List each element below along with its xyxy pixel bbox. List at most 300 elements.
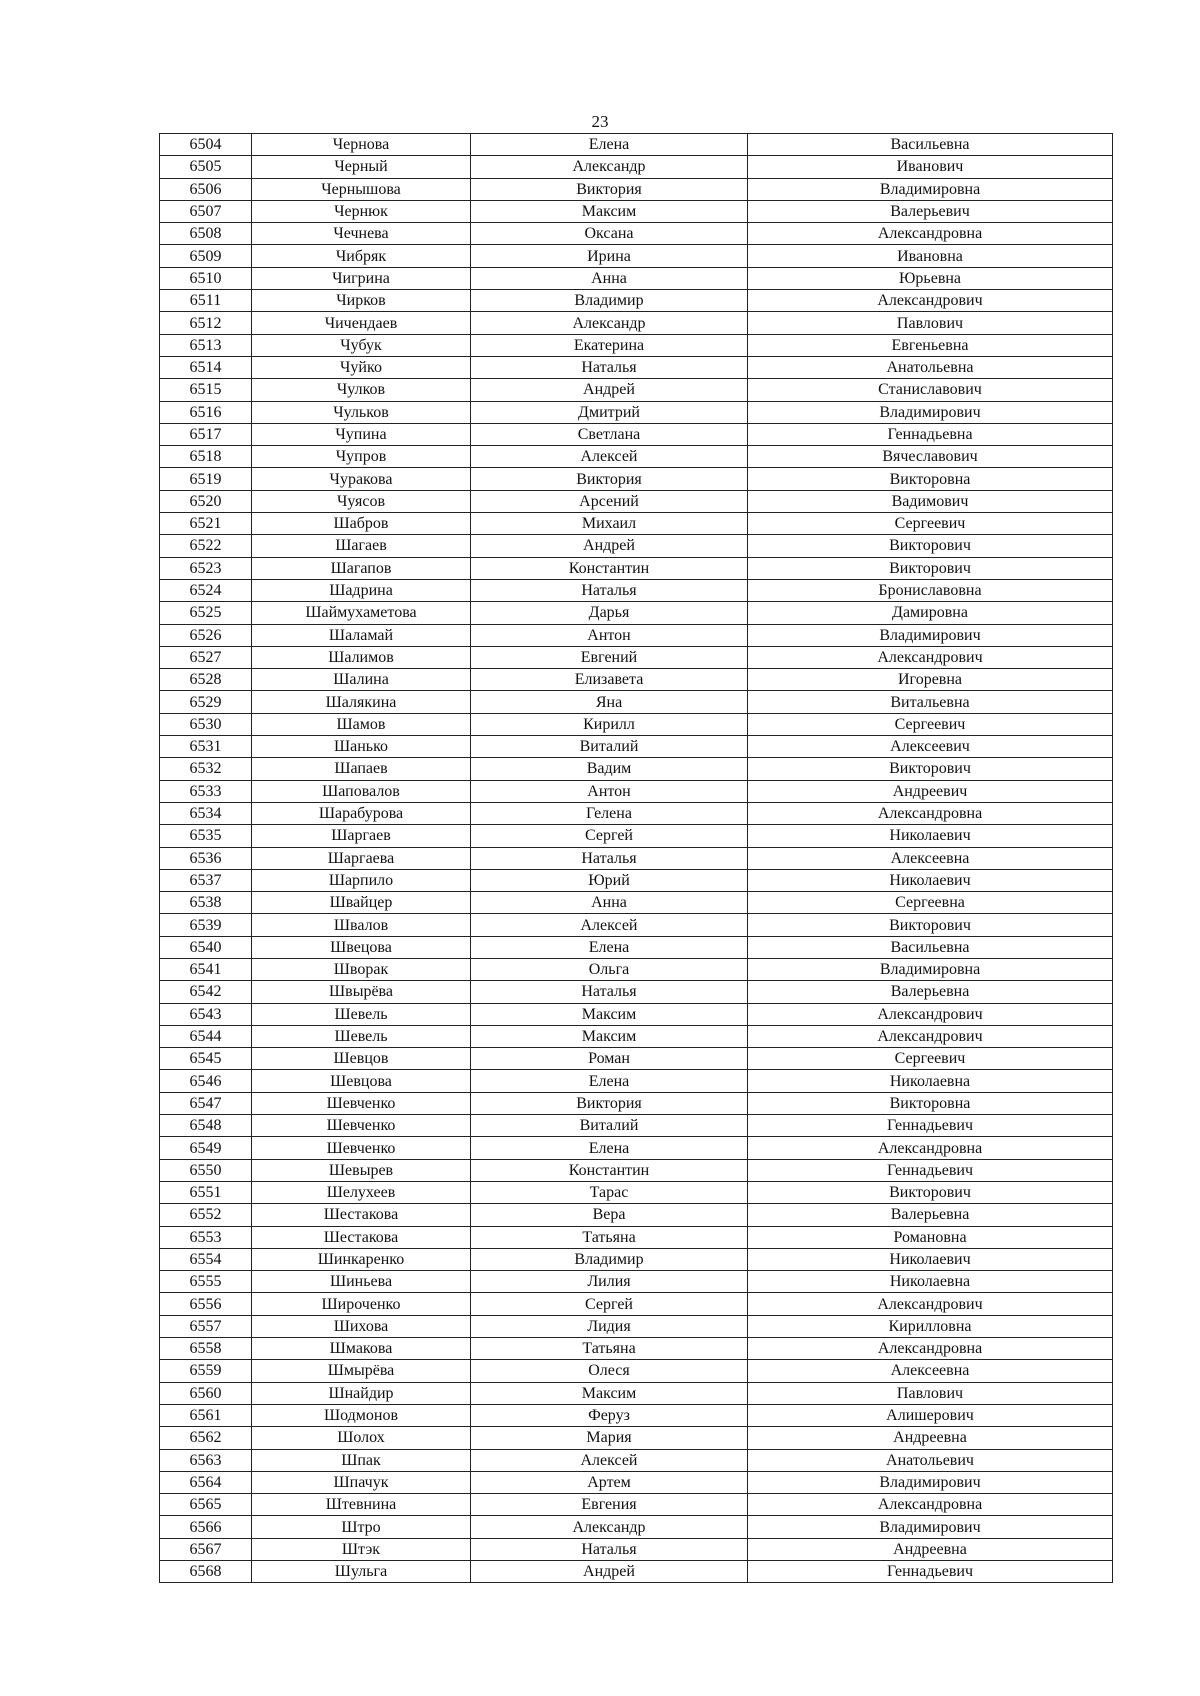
first-name-cell: Гелена [471, 802, 748, 824]
entry-number-cell: 6553 [160, 1226, 252, 1248]
entry-number-cell: 6527 [160, 646, 252, 668]
entry-number-cell: 6565 [160, 1494, 252, 1516]
entry-number-cell: 6535 [160, 825, 252, 847]
last-name-cell: Чульков [252, 401, 471, 423]
patronymic-cell: Николаевич [748, 869, 1113, 891]
table-row [160, 557, 1113, 579]
entry-number-cell: 6556 [160, 1293, 252, 1315]
table-row [160, 1338, 1113, 1360]
patronymic-cell: Валерьевна [748, 981, 1113, 1003]
last-name-cell: Швалов [252, 914, 471, 936]
table-row [160, 802, 1113, 824]
entry-number-cell: 6524 [160, 579, 252, 601]
patronymic-cell: Викторович [748, 758, 1113, 780]
entry-number-cell: 6518 [160, 446, 252, 468]
patronymic-cell: Васильевна [748, 936, 1113, 958]
table-row [160, 1204, 1113, 1226]
first-name-cell: Екатерина [471, 334, 748, 356]
table-row [160, 1115, 1113, 1137]
last-name-cell: Шестакова [252, 1204, 471, 1226]
patronymic-cell: Викторовна [748, 468, 1113, 490]
last-name-cell: Штевнина [252, 1494, 471, 1516]
entry-number-cell: 6538 [160, 892, 252, 914]
first-name-cell: Виктория [471, 468, 748, 490]
table-row [160, 1516, 1113, 1538]
table-row [160, 379, 1113, 401]
table-row [160, 1092, 1113, 1114]
patronymic-cell: Сергеевич [748, 713, 1113, 735]
table-row [160, 579, 1113, 601]
patronymic-cell: Александрович [748, 1025, 1113, 1047]
first-name-cell: Оксана [471, 223, 748, 245]
last-name-cell: Шаргаева [252, 847, 471, 869]
first-name-cell: Максим [471, 200, 748, 222]
first-name-cell: Андрей [471, 535, 748, 557]
patronymic-cell: Викторович [748, 1181, 1113, 1203]
patronymic-cell: Иванович [748, 156, 1113, 178]
first-name-cell: Татьяна [471, 1226, 748, 1248]
table-row [160, 1538, 1113, 1560]
entry-number-cell: 6555 [160, 1271, 252, 1293]
table-row [160, 1471, 1113, 1493]
table-row [160, 958, 1113, 980]
first-name-cell: Владимир [471, 1248, 748, 1270]
entry-number-cell: 6547 [160, 1092, 252, 1114]
table-row [160, 423, 1113, 445]
table-row [160, 1159, 1113, 1181]
entry-number-cell: 6520 [160, 490, 252, 512]
entry-number-cell: 6562 [160, 1427, 252, 1449]
table-row [160, 1226, 1113, 1248]
table-row [160, 1404, 1113, 1426]
first-name-cell: Антон [471, 780, 748, 802]
first-name-cell: Кирилл [471, 713, 748, 735]
first-name-cell: Артем [471, 1471, 748, 1493]
entry-number-cell: 6506 [160, 178, 252, 200]
last-name-cell: Чернюк [252, 200, 471, 222]
entry-number-cell: 6507 [160, 200, 252, 222]
roster-body [160, 134, 1113, 1583]
last-name-cell: Чечнева [252, 223, 471, 245]
entry-number-cell: 6568 [160, 1561, 252, 1583]
entry-number-cell: 6559 [160, 1360, 252, 1382]
patronymic-cell: Игоревна [748, 669, 1113, 691]
last-name-cell: Чернышова [252, 178, 471, 200]
first-name-cell: Елизавета [471, 669, 748, 691]
table-row [160, 602, 1113, 624]
last-name-cell: Шадрина [252, 579, 471, 601]
patronymic-cell: Александровна [748, 1137, 1113, 1159]
first-name-cell: Евгений [471, 646, 748, 668]
first-name-cell: Константин [471, 557, 748, 579]
first-name-cell: Антон [471, 624, 748, 646]
entry-number-cell: 6540 [160, 936, 252, 958]
table-row [160, 134, 1113, 156]
table-row [160, 1070, 1113, 1092]
entry-number-cell: 6561 [160, 1404, 252, 1426]
table-row [160, 825, 1113, 847]
patronymic-cell: Геннадьевна [748, 423, 1113, 445]
last-name-cell: Чулков [252, 379, 471, 401]
first-name-cell: Тарас [471, 1181, 748, 1203]
entry-number-cell: 6567 [160, 1538, 252, 1560]
table-row [160, 1137, 1113, 1159]
patronymic-cell: Анатольевна [748, 356, 1113, 378]
first-name-cell: Лилия [471, 1271, 748, 1293]
entry-number-cell: 6551 [160, 1181, 252, 1203]
last-name-cell: Шевченко [252, 1092, 471, 1114]
table-row [160, 1360, 1113, 1382]
last-name-cell: Шевченко [252, 1115, 471, 1137]
table-row [160, 1181, 1113, 1203]
entry-number-cell: 6504 [160, 134, 252, 156]
patronymic-cell: Николаевич [748, 1248, 1113, 1270]
patronymic-cell: Александрович [748, 290, 1113, 312]
entry-number-cell: 6546 [160, 1070, 252, 1092]
patronymic-cell: Витальевна [748, 691, 1113, 713]
patronymic-cell: Алексеевна [748, 847, 1113, 869]
patronymic-cell: Геннадьевич [748, 1115, 1113, 1137]
entry-number-cell: 6545 [160, 1048, 252, 1070]
table-row [160, 312, 1113, 334]
entry-number-cell: 6523 [160, 557, 252, 579]
patronymic-cell: Геннадьевич [748, 1159, 1113, 1181]
first-name-cell: Наталья [471, 847, 748, 869]
first-name-cell: Виктория [471, 178, 748, 200]
last-name-cell: Шанько [252, 736, 471, 758]
entry-number-cell: 6549 [160, 1137, 252, 1159]
entry-number-cell: 6537 [160, 869, 252, 891]
last-name-cell: Швайцер [252, 892, 471, 914]
table-row [160, 669, 1113, 691]
first-name-cell: Виктория [471, 1092, 748, 1114]
first-name-cell: Андрей [471, 1561, 748, 1583]
entry-number-cell: 6522 [160, 535, 252, 557]
first-name-cell: Сергей [471, 1293, 748, 1315]
patronymic-cell: Алексеевич [748, 736, 1113, 758]
last-name-cell: Шалякина [252, 691, 471, 713]
table-row [160, 223, 1113, 245]
last-name-cell: Швырёва [252, 981, 471, 1003]
last-name-cell: Шпак [252, 1449, 471, 1471]
last-name-cell: Чичендаев [252, 312, 471, 334]
entry-number-cell: 6550 [160, 1159, 252, 1181]
table-row [160, 401, 1113, 423]
patronymic-cell: Викторович [748, 535, 1113, 557]
entry-number-cell: 6513 [160, 334, 252, 356]
table-row [160, 1561, 1113, 1583]
patronymic-cell: Алексеевна [748, 1360, 1113, 1382]
patronymic-cell: Павлович [748, 312, 1113, 334]
entry-number-cell: 6531 [160, 736, 252, 758]
patronymic-cell: Александрович [748, 1293, 1113, 1315]
last-name-cell: Чуракова [252, 468, 471, 490]
first-name-cell: Наталья [471, 356, 748, 378]
patronymic-cell: Евгеньевна [748, 334, 1113, 356]
patronymic-cell: Романовна [748, 1226, 1113, 1248]
table-row [160, 646, 1113, 668]
patronymic-cell: Владимирович [748, 1516, 1113, 1538]
patronymic-cell: Сергеевич [748, 1048, 1113, 1070]
entry-number-cell: 6528 [160, 669, 252, 691]
first-name-cell: Татьяна [471, 1338, 748, 1360]
last-name-cell: Шестакова [252, 1226, 471, 1248]
table-row [160, 1025, 1113, 1047]
patronymic-cell: Сергеевич [748, 513, 1113, 535]
entry-number-cell: 6563 [160, 1449, 252, 1471]
patronymic-cell: Алишерович [748, 1404, 1113, 1426]
table-row [160, 1494, 1113, 1516]
last-name-cell: Широченко [252, 1293, 471, 1315]
entry-number-cell: 6566 [160, 1516, 252, 1538]
table-row [160, 156, 1113, 178]
first-name-cell: Яна [471, 691, 748, 713]
first-name-cell: Владимир [471, 290, 748, 312]
table-row [160, 780, 1113, 802]
patronymic-cell: Александровна [748, 1494, 1113, 1516]
table-row [160, 1248, 1113, 1270]
table-row [160, 713, 1113, 735]
patronymic-cell: Васильевна [748, 134, 1113, 156]
last-name-cell: Шолох [252, 1427, 471, 1449]
last-name-cell: Шпачук [252, 1471, 471, 1493]
patronymic-cell: Вячеславович [748, 446, 1113, 468]
table-row [160, 1382, 1113, 1404]
last-name-cell: Чернова [252, 134, 471, 156]
last-name-cell: Шульга [252, 1561, 471, 1583]
table-row [160, 446, 1113, 468]
entry-number-cell: 6512 [160, 312, 252, 334]
entry-number-cell: 6541 [160, 958, 252, 980]
patronymic-cell: Владимирович [748, 624, 1113, 646]
last-name-cell: Шапаев [252, 758, 471, 780]
page-number: 23 [591, 112, 609, 131]
patronymic-cell: Александровна [748, 1338, 1113, 1360]
last-name-cell: Шамов [252, 713, 471, 735]
last-name-cell: Шмырёва [252, 1360, 471, 1382]
table-row [160, 535, 1113, 557]
first-name-cell: Андрей [471, 379, 748, 401]
last-name-cell: Шевченко [252, 1137, 471, 1159]
entry-number-cell: 6525 [160, 602, 252, 624]
entry-number-cell: 6511 [160, 290, 252, 312]
entry-number-cell: 6521 [160, 513, 252, 535]
patronymic-cell: Александрович [748, 646, 1113, 668]
last-name-cell: Шевель [252, 1025, 471, 1047]
table-row [160, 914, 1113, 936]
patronymic-cell: Николаевна [748, 1271, 1113, 1293]
first-name-cell: Елена [471, 1137, 748, 1159]
first-name-cell: Елена [471, 936, 748, 958]
last-name-cell: Чупров [252, 446, 471, 468]
patronymic-cell: Александровна [748, 802, 1113, 824]
entry-number-cell: 6519 [160, 468, 252, 490]
patronymic-cell: Юрьевна [748, 267, 1113, 289]
last-name-cell: Швецова [252, 936, 471, 958]
entry-number-cell: 6510 [160, 267, 252, 289]
entry-number-cell: 6526 [160, 624, 252, 646]
last-name-cell: Шаймухаметова [252, 602, 471, 624]
first-name-cell: Максим [471, 1382, 748, 1404]
table-row [160, 468, 1113, 490]
table-row [160, 513, 1113, 535]
first-name-cell: Ольга [471, 958, 748, 980]
table-row [160, 981, 1113, 1003]
last-name-cell: Шевырев [252, 1159, 471, 1181]
first-name-cell: Лидия [471, 1315, 748, 1337]
first-name-cell: Вера [471, 1204, 748, 1226]
table-row [160, 1427, 1113, 1449]
table-row [160, 290, 1113, 312]
first-name-cell: Константин [471, 1159, 748, 1181]
first-name-cell: Олеся [471, 1360, 748, 1382]
patronymic-cell: Александрович [748, 1003, 1113, 1025]
entry-number-cell: 6515 [160, 379, 252, 401]
patronymic-cell: Брониславовна [748, 579, 1113, 601]
last-name-cell: Шаповалов [252, 780, 471, 802]
entry-number-cell: 6544 [160, 1025, 252, 1047]
patronymic-cell: Валерьевна [748, 1204, 1113, 1226]
first-name-cell: Роман [471, 1048, 748, 1070]
first-name-cell: Виталий [471, 1115, 748, 1137]
last-name-cell: Шабров [252, 513, 471, 535]
last-name-cell: Чуйко [252, 356, 471, 378]
patronymic-cell: Андреевич [748, 780, 1113, 802]
patronymic-cell: Станиславович [748, 379, 1113, 401]
first-name-cell: Юрий [471, 869, 748, 891]
last-name-cell: Шворак [252, 958, 471, 980]
patronymic-cell: Викторович [748, 914, 1113, 936]
last-name-cell: Штро [252, 1516, 471, 1538]
last-name-cell: Шихова [252, 1315, 471, 1337]
entry-number-cell: 6534 [160, 802, 252, 824]
entry-number-cell: 6557 [160, 1315, 252, 1337]
patronymic-cell: Павлович [748, 1382, 1113, 1404]
last-name-cell: Черный [252, 156, 471, 178]
last-name-cell: Шевель [252, 1003, 471, 1025]
patronymic-cell: Ивановна [748, 245, 1113, 267]
first-name-cell: Михаил [471, 513, 748, 535]
table-row [160, 936, 1113, 958]
entry-number-cell: 6516 [160, 401, 252, 423]
entry-number-cell: 6542 [160, 981, 252, 1003]
patronymic-cell: Владимировна [748, 958, 1113, 980]
table-row [160, 178, 1113, 200]
patronymic-cell: Николаевна [748, 1070, 1113, 1092]
first-name-cell: Наталья [471, 1538, 748, 1560]
table-row [160, 267, 1113, 289]
entry-number-cell: 6536 [160, 847, 252, 869]
roster-table [159, 133, 1113, 1583]
entry-number-cell: 6533 [160, 780, 252, 802]
last-name-cell: Чубук [252, 334, 471, 356]
last-name-cell: Шевцова [252, 1070, 471, 1092]
entry-number-cell: 6505 [160, 156, 252, 178]
entry-number-cell: 6517 [160, 423, 252, 445]
patronymic-cell: Кирилловна [748, 1315, 1113, 1337]
last-name-cell: Шарпило [252, 869, 471, 891]
last-name-cell: Чуясов [252, 490, 471, 512]
first-name-cell: Алексей [471, 1449, 748, 1471]
patronymic-cell: Вадимович [748, 490, 1113, 512]
last-name-cell: Шиньева [252, 1271, 471, 1293]
patronymic-cell: Андреевна [748, 1538, 1113, 1560]
patronymic-cell: Николаевич [748, 825, 1113, 847]
entry-number-cell: 6529 [160, 691, 252, 713]
first-name-cell: Мария [471, 1427, 748, 1449]
last-name-cell: Штэк [252, 1538, 471, 1560]
table-row [160, 1271, 1113, 1293]
table-row [160, 1048, 1113, 1070]
last-name-cell: Чирков [252, 290, 471, 312]
first-name-cell: Наталья [471, 981, 748, 1003]
table-row [160, 847, 1113, 869]
table-row [160, 624, 1113, 646]
last-name-cell: Чибряк [252, 245, 471, 267]
table-row [160, 356, 1113, 378]
first-name-cell: Александр [471, 1516, 748, 1538]
patronymic-cell: Геннадьевич [748, 1561, 1113, 1583]
last-name-cell: Шевцов [252, 1048, 471, 1070]
last-name-cell: Шагаев [252, 535, 471, 557]
last-name-cell: Шалимов [252, 646, 471, 668]
entry-number-cell: 6554 [160, 1248, 252, 1270]
patronymic-cell: Владимирович [748, 401, 1113, 423]
first-name-cell: Алексей [471, 446, 748, 468]
first-name-cell: Светлана [471, 423, 748, 445]
table-row [160, 1315, 1113, 1337]
patronymic-cell: Андреевна [748, 1427, 1113, 1449]
first-name-cell: Виталий [471, 736, 748, 758]
first-name-cell: Сергей [471, 825, 748, 847]
first-name-cell: Дмитрий [471, 401, 748, 423]
first-name-cell: Анна [471, 892, 748, 914]
first-name-cell: Александр [471, 312, 748, 334]
first-name-cell: Наталья [471, 579, 748, 601]
patronymic-cell: Валерьевич [748, 200, 1113, 222]
patronymic-cell: Викторович [748, 557, 1113, 579]
first-name-cell: Елена [471, 134, 748, 156]
patronymic-cell: Анатольевич [748, 1449, 1113, 1471]
table-row [160, 245, 1113, 267]
table-row [160, 1003, 1113, 1025]
patronymic-cell: Дамировна [748, 602, 1113, 624]
first-name-cell: Ирина [471, 245, 748, 267]
last-name-cell: Чигрина [252, 267, 471, 289]
patronymic-cell: Владимировна [748, 178, 1113, 200]
last-name-cell: Шагапов [252, 557, 471, 579]
table-row [160, 334, 1113, 356]
last-name-cell: Шнайдир [252, 1382, 471, 1404]
table-row [160, 490, 1113, 512]
first-name-cell: Арсений [471, 490, 748, 512]
last-name-cell: Шалина [252, 669, 471, 691]
table-row [160, 1449, 1113, 1471]
first-name-cell: Елена [471, 1070, 748, 1092]
entry-number-cell: 6508 [160, 223, 252, 245]
entry-number-cell: 6558 [160, 1338, 252, 1360]
entry-number-cell: 6564 [160, 1471, 252, 1493]
entry-number-cell: 6532 [160, 758, 252, 780]
patronymic-cell: Викторовна [748, 1092, 1113, 1114]
first-name-cell: Евгения [471, 1494, 748, 1516]
entry-number-cell: 6539 [160, 914, 252, 936]
entry-number-cell: 6543 [160, 1003, 252, 1025]
last-name-cell: Шелухеев [252, 1181, 471, 1203]
table-row [160, 691, 1113, 713]
table-row [160, 892, 1113, 914]
last-name-cell: Шмакова [252, 1338, 471, 1360]
